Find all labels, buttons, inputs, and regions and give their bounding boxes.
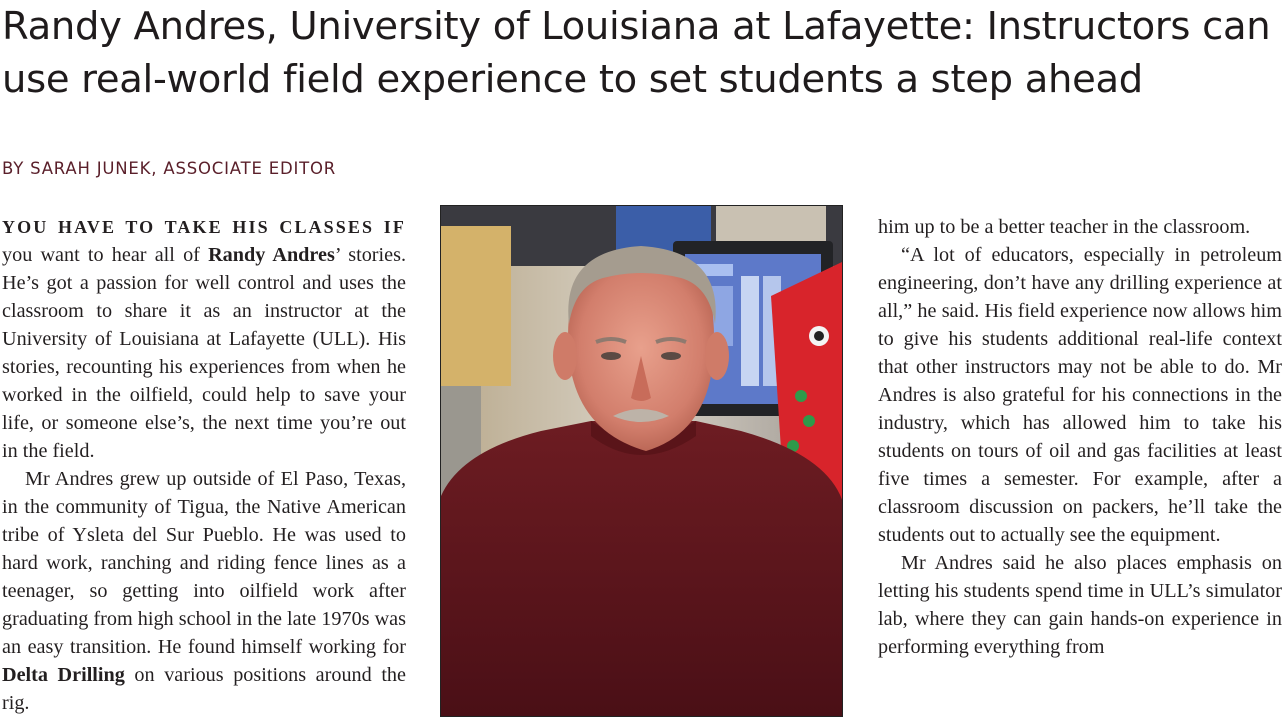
portrait-photo (440, 205, 843, 717)
paragraph: him up to be a better teacher in the classroom. (878, 216, 1251, 238)
photo-illustration (441, 206, 843, 717)
paragraph: Mr Andres said he also places emphasis on letting his students spend time in ULL’s simulator lab, where they can gain hands-on experience in performing everything from (878, 552, 1282, 658)
lead-in-caps: YOU HAVE TO TAKE HIS CLASSES IF (2, 217, 406, 237)
company-name: Delta Drilling (2, 664, 125, 686)
text-column-right (878, 213, 1282, 661)
paragraph: YOU HAVE TO TAKE HIS CLASSES IF you want to hear all of Randy Andres’ stories. He’s got a passion for well control and uses the classroom to share it as an instructor at the University of Louisiana at Lafayette (ULL). His stories, recounting his experiences from when he worked in the oilfield, could help to save your life, or someone else’s, the next time you’re out in the field. (2, 217, 406, 462)
article-byline: BY SARAH JUNEK, ASSOCIATE EDITOR (2, 159, 337, 178)
text-column-left (2, 213, 406, 717)
paragraph: “A lot of educators, especially in petroleum engineering, don’t have any drilling experience at all,” he said. His field experience now allows him to give his students additional real-life context that other instructors may not be able to do. Mr Andres is also grateful for his connections in the industry, which has allowed him to take his students on tours of oil and gas facilities at least five times a semester. For example, after a classroom discussion on packers, he’ll take the students out to actually see the equipment. (878, 244, 1282, 546)
paragraph: Mr Andres grew up outside of El Paso, Texas, in the community of Tigua, the Native American tribe of Ysleta del Sur Pueblo. He was used to hard work, ranching and riding fence lines as a teenager, so getting into oilfield work after graduating from high school in the late 1970s was an easy transition. He found himself working for Delta Drilling on various positions around the rig. (2, 468, 406, 714)
article-headline: Randy Andres, University of Louisiana at Lafayette: Instructors can use real-world field experience to set students a step ahead (2, 4, 1271, 102)
person-name: Randy Andres (208, 244, 335, 266)
